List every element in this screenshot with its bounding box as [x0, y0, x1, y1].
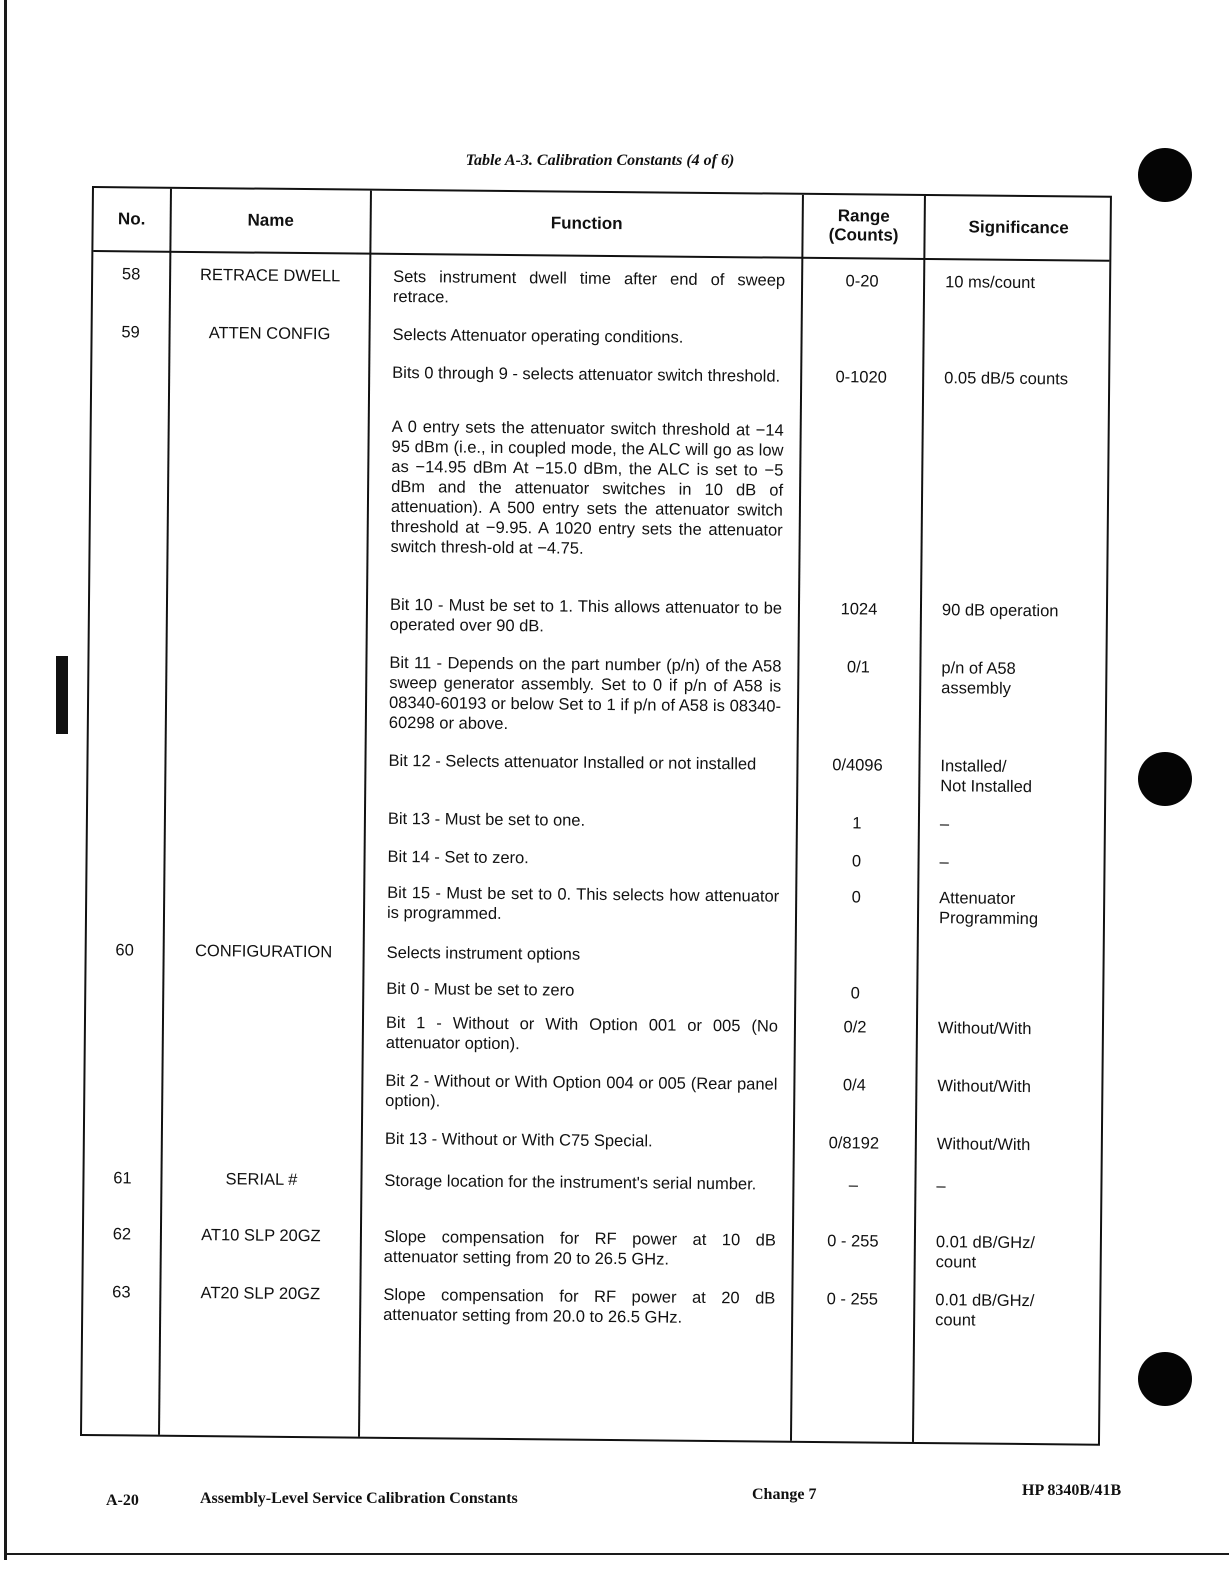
cell-significance [945, 330, 1105, 332]
cell-no [89, 748, 165, 749]
cell-function: Bit 15 - Must be set to 0. This selects how attenuator is programmed. [386, 883, 780, 923]
left-margin-rule [4, 0, 7, 1560]
table-row [86, 976, 1102, 1003]
table-header-row [93, 188, 1110, 262]
cell-range [797, 947, 915, 948]
cell-range: 0-20 [845, 272, 879, 291]
cell-function: Bit 14 - Set to zero. [387, 847, 529, 868]
cell-significance: 0.05 dB/5 counts [944, 369, 1069, 389]
header-function: Function [550, 213, 623, 233]
cell-no: 61 [113, 1169, 132, 1188]
table-caption: Table A-3. Calibration Constants (4 of 6) [465, 152, 735, 169]
table-row [87, 880, 1103, 929]
table-row [87, 940, 1103, 964]
cell-significance: Without/With [936, 1135, 1031, 1155]
cell-name: CONFIGURATION [194, 942, 333, 962]
cell-no [90, 650, 166, 651]
cell-significance: Installed/ Not Installed [940, 757, 1033, 797]
cell-significance: 10 ms/count [945, 273, 1036, 293]
cell-no [85, 1126, 161, 1127]
cell-no [86, 976, 162, 977]
cell-range: 0/2 [843, 1018, 867, 1037]
cell-range: – [848, 1176, 859, 1195]
binder-hole [1138, 1352, 1192, 1406]
cell-name: AT10 SLP 20GZ [201, 1226, 321, 1246]
cell-name: AT20 SLP 20GZ [200, 1284, 321, 1304]
binder-hole [1138, 752, 1192, 806]
table-row [83, 1282, 1099, 1330]
column-divider [158, 189, 172, 1435]
footer-change: Change 7 [752, 1486, 817, 1503]
footer-page-number: A-20 [106, 1492, 139, 1509]
cell-no [88, 806, 164, 807]
footer-model: HP 8340B/41B [1022, 1482, 1122, 1499]
cell-no: 62 [112, 1225, 132, 1244]
cell-name [163, 1127, 361, 1129]
cell-name: RETRACE DWELL [199, 266, 341, 286]
column-divider [358, 191, 372, 1437]
cell-range [803, 329, 921, 330]
cell-name [166, 807, 364, 809]
cell-name [165, 881, 363, 883]
cell-function: Selects Attenuator operating conditions. [392, 325, 684, 347]
table-row [86, 1010, 1102, 1054]
cell-no [92, 360, 168, 361]
cell-function: Bit 13 - Without or With C75 Special. [384, 1129, 653, 1151]
cell-name [164, 977, 362, 979]
cell-function: Bits 0 through 9 - selects attenuator switch threshold. [392, 363, 781, 386]
cell-name [167, 749, 365, 751]
cell-no [86, 1010, 162, 1011]
table-row [86, 1068, 1102, 1111]
cell-function: Slope compensation for RF power at 10 dB attenuator setting from 20 to 26.5 GHz. [383, 1227, 776, 1269]
table-row [90, 592, 1106, 636]
header-name: Name [247, 210, 294, 230]
cell-name [164, 1011, 362, 1013]
cell-name [168, 651, 366, 653]
cell-name [170, 361, 368, 363]
cell-significance: Without/With [937, 1077, 1032, 1097]
table-row [93, 322, 1109, 347]
cell-no [90, 592, 166, 593]
table-row [84, 1224, 1100, 1272]
cell-range [802, 421, 920, 422]
cell-significance: – [939, 815, 950, 834]
cell-name [166, 845, 364, 847]
cell-no [87, 880, 163, 881]
cell-function: Bit 11 - Depends on the part number (p/n) of the A58 sweep generator assembly. Set to 0 if p/n of A58 is 08340-60193 or below Set to 1 if p/n of A58 is 08340-60298 or above. [388, 653, 782, 734]
cell-no: 60 [115, 941, 134, 960]
cell-function: Bit 2 - Without or With Option 004 or 005 (Rear panel option). [385, 1071, 778, 1111]
cell-range: 0 - 255 [826, 1290, 879, 1309]
cell-function: A 0 entry sets the attenuator switch threshold at −14 95 dBm (i.e., in coupled mode, the ALC will go as low as −14.95 dBm At −15.0 dBm, the ALC is set to −5 dBm and the attenuator switches in 10 dB of attenuation). A 500 entry sets the attenuator switch threshold at −9.95. A 1020 entry sets the attenuator switch thresh-old at −4.75. [390, 417, 784, 558]
cell-function: Bit 13 - Must be set to one. [387, 809, 586, 830]
cell-significance: 0.01 dB/GHz/ count [935, 1291, 1035, 1330]
header-range: Range (Counts) [828, 206, 899, 245]
cell-significance: – [936, 1177, 946, 1196]
calibration-constants-table [80, 186, 1112, 1446]
table-row [92, 414, 1108, 558]
cell-significance [938, 984, 1098, 986]
cell-no [86, 1068, 162, 1069]
cell-significance: 90 dB operation [941, 601, 1059, 621]
cell-range: 1024 [840, 600, 878, 619]
table-row [85, 1168, 1101, 1196]
cell-range: 0/1 [846, 658, 870, 677]
cell-name [170, 415, 368, 417]
bottom-margin-rule [4, 1553, 1229, 1555]
cell-function: Bit 12 - Selects attenuator Installed or not installed [388, 751, 757, 774]
table-row [93, 264, 1109, 307]
cell-significance [939, 948, 1099, 950]
cell-significance [944, 422, 1104, 424]
cell-function: Storage location for the instrument's serial number. [384, 1171, 757, 1194]
cell-function: Bit 10 - Must be set to 1. This allows attenuator to be operated over 90 dB. [389, 595, 783, 636]
cell-range: 0-1020 [835, 368, 887, 387]
cell-name [168, 593, 366, 595]
cell-name: SERIAL # [225, 1170, 298, 1190]
cell-range: 0 - 255 [827, 1232, 879, 1251]
cell-range: 0/4 [842, 1076, 866, 1095]
cell-function: Bit 1 - Without or With Option 001 or 005 (No attenuator option). [385, 1013, 779, 1054]
cell-significance: 0.01 dB/GHz/ count [935, 1233, 1036, 1272]
cell-no: 63 [112, 1283, 131, 1302]
header-no: No. [117, 208, 146, 229]
cell-function: Slope compensation for RF power at 20 dB attenuator setting from 20.0 to 26.5 GHz. [383, 1285, 776, 1327]
cell-significance: Attenuator Programming [938, 889, 1039, 929]
footer-section-title: Assembly-Level Service Calibration Constants [200, 1490, 518, 1507]
change-bar [56, 656, 68, 734]
header-significance: Significance [968, 217, 1069, 238]
cell-range: 0/4096 [832, 756, 883, 775]
table-row [88, 806, 1104, 834]
cell-range: 0 [851, 852, 862, 871]
cell-function: Selects instrument options [386, 943, 581, 964]
cell-range: 0 [850, 984, 860, 1003]
table-row [89, 748, 1105, 797]
cell-no [88, 844, 164, 845]
cell-function: Sets instrument dwell time after end of sweep retrace. [392, 267, 786, 307]
cell-name: ATTEN CONFIG [208, 324, 331, 344]
cell-range: 0/8192 [828, 1134, 880, 1153]
table-row [88, 844, 1104, 872]
table-row [85, 1126, 1101, 1155]
cell-significance: p/n of A58 assembly [941, 659, 1016, 698]
cell-significance: Without/With [937, 1019, 1032, 1039]
cell-no: 58 [121, 265, 141, 284]
cell-no [92, 414, 168, 415]
cell-name [164, 1069, 362, 1071]
cell-function: Bit 0 - Must be set to zero [386, 979, 575, 1000]
cell-range: 0 [851, 888, 861, 907]
cell-no: 59 [121, 323, 140, 342]
table-row [92, 360, 1108, 389]
cell-significance: – [939, 853, 949, 872]
table-row [90, 650, 1106, 734]
cell-range: 1 [852, 814, 862, 833]
